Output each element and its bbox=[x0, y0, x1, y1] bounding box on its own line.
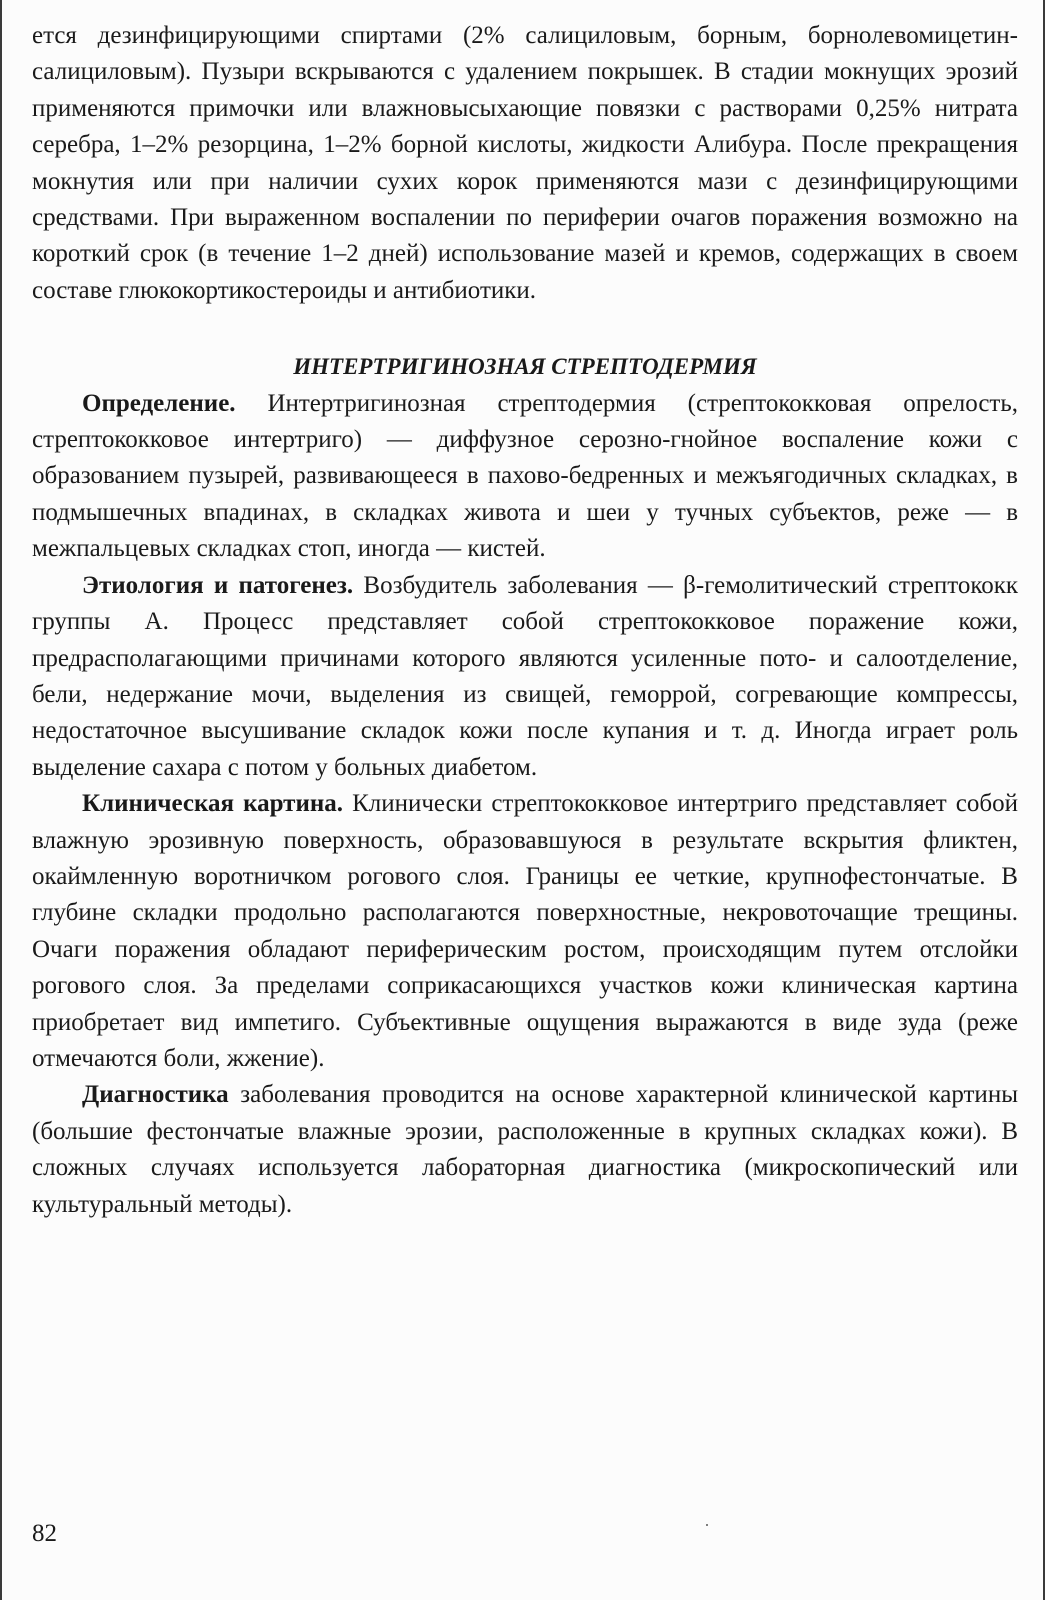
page-content bbox=[32, 18, 1018, 1223]
etiology-term: Этиология и патогенез. bbox=[82, 571, 354, 599]
scan-speck bbox=[706, 1524, 708, 1526]
intro-paragraph: ется дезинфицирующими спиртами (2% салициловым, борным, борнолевомицетин-салициловым). Пузыри вскрываются с удалением покрышек. В стадии мокнущих эрозий применяются примочки или влажновысыхающие повязки с растворами 0,25% нитрата серебра, 1–2% резорцина, 1–2% борной кислоты, жидкости Алибура. После прекращения мокнутия или при наличии сухих корок применяются мази с дезинфицирующими средствами. При выраженном воспалении по периферии очагов поражения возможно на короткий срок (в течение 1–2 дней) использование мазей и кремов, содержащих в своем составе глюкокортикостероиды и антибиотики. bbox=[32, 22, 1018, 304]
clinical-text: Клинически стрептококковое интертриго представляет собой влажную эрозивную поверхность, образовавшуюся в результате вскрытия фликтен, окаймленную воротничком рогового слоя. Границы ее четкие, крупнофестончатые. В глубине складки продольно располагаются поверхностные, некровоточащие трещины. Очаги поражения обладают периферическим ростом, происходящим путем отслойки рогового слоя. За пределами соприкасающихся участков кожи клиническая картина приобретает вид импетиго. Субъективные ощущения выражаются в виде зуда (реже отмечаются боли, жжение). bbox=[32, 790, 1018, 1072]
section-heading: ИНТЕРТРИГИНОЗНАЯ СТРЕПТОДЕРМИЯ bbox=[293, 354, 757, 380]
definition-paragraph bbox=[32, 386, 1018, 568]
diagnosis-term: Диагностика bbox=[82, 1081, 229, 1109]
clinical-paragraph bbox=[32, 786, 1018, 1077]
etiology-text: Возбудитель заболевания — β-гемолитический стрептококк группы А. Процесс представляет собой стрептококковое поражение кожи, предрасполагающими причинами которого являются усиленные пото- и салоотделение, бели, недержание мочи, выделения из свищей, геморрой, согревающие компрессы, недостаточное высушивание складок кожи после купания и т. д. Иногда играет роль выделение сахара с потом у больных диабетом. bbox=[32, 571, 1018, 781]
diagnosis-paragraph bbox=[32, 1077, 1018, 1223]
page-number: 82 bbox=[32, 1520, 57, 1547]
definition-text: Интертригинозная стрептодермия (стрептококковая опрелость, стрептококковое интертриго) — диффузное серозно-гнойное воспаление кожи с образованием пузырей, развивающееся в пахово-бедренных и межъягодичных складках, в подмышечных впадинах, в складках живота и шеи у тучных субъектов, реже — в межпальцевых складках стоп, иногда — кистей. bbox=[32, 389, 1018, 563]
diagnosis-text: заболевания проводится на основе характерной клинической картины (большие фестончатые влажные эрозии, расположенные в крупных складках кожи). В сложных случаях используется лабораторная диагностика (микроскопический или культуральный методы). bbox=[32, 1081, 1018, 1218]
definition-term: Определение. bbox=[82, 389, 236, 417]
clinical-term: Клиническая картина. bbox=[82, 790, 344, 818]
etiology-paragraph bbox=[32, 568, 1018, 786]
